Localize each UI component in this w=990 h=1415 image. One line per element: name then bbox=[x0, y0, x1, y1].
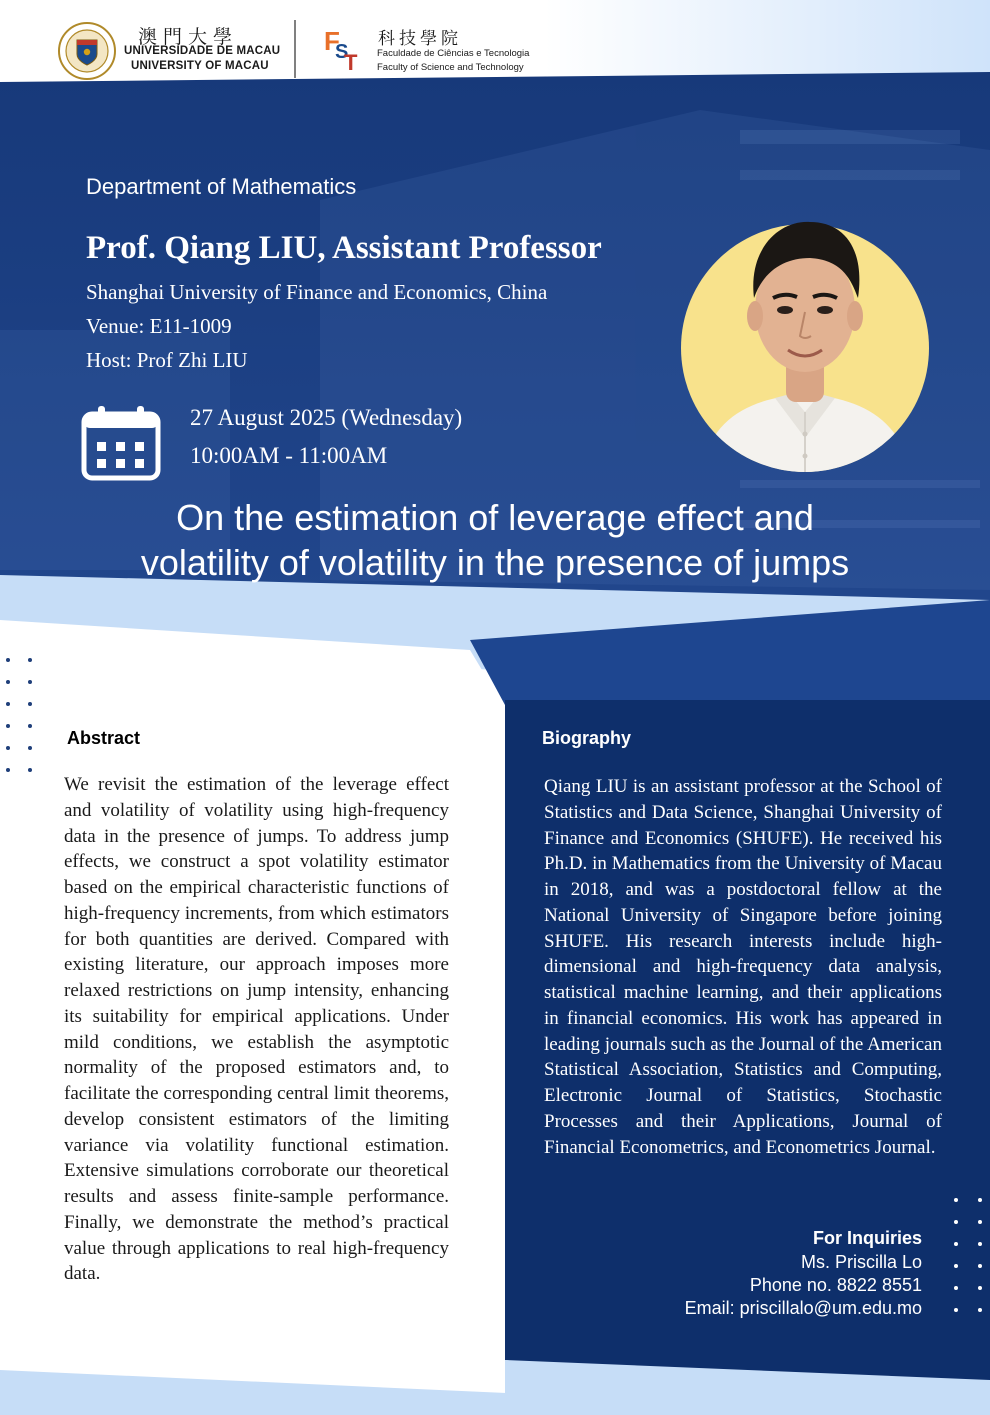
talk-title-line-2: volatility of volatility in the presence of jumps bbox=[140, 542, 850, 583]
host: Host: Prof Zhi LIU bbox=[86, 348, 248, 372]
fst-logo-icon bbox=[322, 24, 366, 74]
svg-text:T: T bbox=[344, 50, 358, 74]
venue: Venue: E11-1009 bbox=[86, 314, 232, 338]
svg-text:S: S bbox=[335, 41, 349, 63]
talk-title-line-1: On the estimation of leverage effect and bbox=[176, 497, 814, 538]
biography-heading: Biography bbox=[542, 728, 632, 748]
abstract-heading: Abstract bbox=[67, 728, 141, 748]
biography-text: Qiang LIU is an assistant professor at the School of Statistics and Data Science, Shanghai University of Finance and Economics (SHUFE). He received his Ph.D. in Mathematics from the University of Macau in 2018, and was a postdoctoral fellow at the National University of Singapore before joining SHUFE. His research interests include high-dimensional and high-frequency data analysis, statistical machine learning, and their applications in financial economics. His work has appeared in leading journals such as the Journal of the American Statistical Association, Statistics and Computing, Electronic Journal of Statistics, Stochastic Processes and their Applications, Journal of Financial Econometrics, and Econometrics Journal. bbox=[544, 776, 942, 1158]
event-date: 27 August 2025 (Wednesday) bbox=[190, 405, 463, 430]
fst-name-portuguese: Faculdade de Ciências e Tecnologia bbox=[377, 48, 530, 59]
inquiries-contact: Ms. Priscilla Lo bbox=[800, 1252, 922, 1272]
calendar-icon bbox=[80, 404, 162, 482]
svg-text:F: F bbox=[324, 26, 340, 56]
um-name-portuguese: UNIVERSIDADE DE MACAU bbox=[124, 45, 281, 57]
inquiries-email[interactable]: Email: priscillalo@um.edu.mo bbox=[684, 1298, 922, 1318]
um-name-english: UNIVERSITY OF MACAU bbox=[131, 60, 269, 72]
department-name: Department of Mathematics bbox=[86, 174, 357, 199]
abstract-text: We revisit the estimation of the leverage effect and volatility of volatility using high-frequency data in the presence of jumps. To address jump effects, we construct a spot volatility estimator based on the empirical characteristic functions of high-frequency increments, from which estimators for both quantities are derived. Compared with existing literature, our approach imposes more relaxed restrictions on jump intensity, enhancing its suitability for empirical applications. Under mild conditions, we establish the asymptotic normality of the proposed estimators and, to facilitate the corresponding central limit theorems, develop consistent estimators of the limiting variance via volatility functional estimation. Extensive simulations corroborate our theoretical results and assess finite-sample performance. Finally, we demonstrate the method’s practical value through applications to real high-frequency data. bbox=[64, 774, 449, 1285]
fst-name-english: Faculty of Science and Technology bbox=[377, 62, 524, 73]
um-name-chinese: 澳門大學 bbox=[138, 26, 239, 48]
speaker-name: Prof. Qiang LIU, Assistant Professor bbox=[86, 230, 602, 266]
university-seal-icon bbox=[58, 22, 116, 80]
inquiries-phone: Phone no. 8822 8551 bbox=[749, 1275, 922, 1295]
speaker-photo bbox=[680, 198, 930, 474]
inquiries-heading: For Inquiries bbox=[812, 1228, 922, 1248]
talk-title bbox=[60, 495, 930, 585]
fst-name-chinese: 科技學院 bbox=[378, 29, 462, 49]
speaker-affiliation: Shanghai University of Finance and Economics, China bbox=[86, 280, 548, 304]
event-time: 10:00AM - 11:00AM bbox=[190, 443, 388, 468]
